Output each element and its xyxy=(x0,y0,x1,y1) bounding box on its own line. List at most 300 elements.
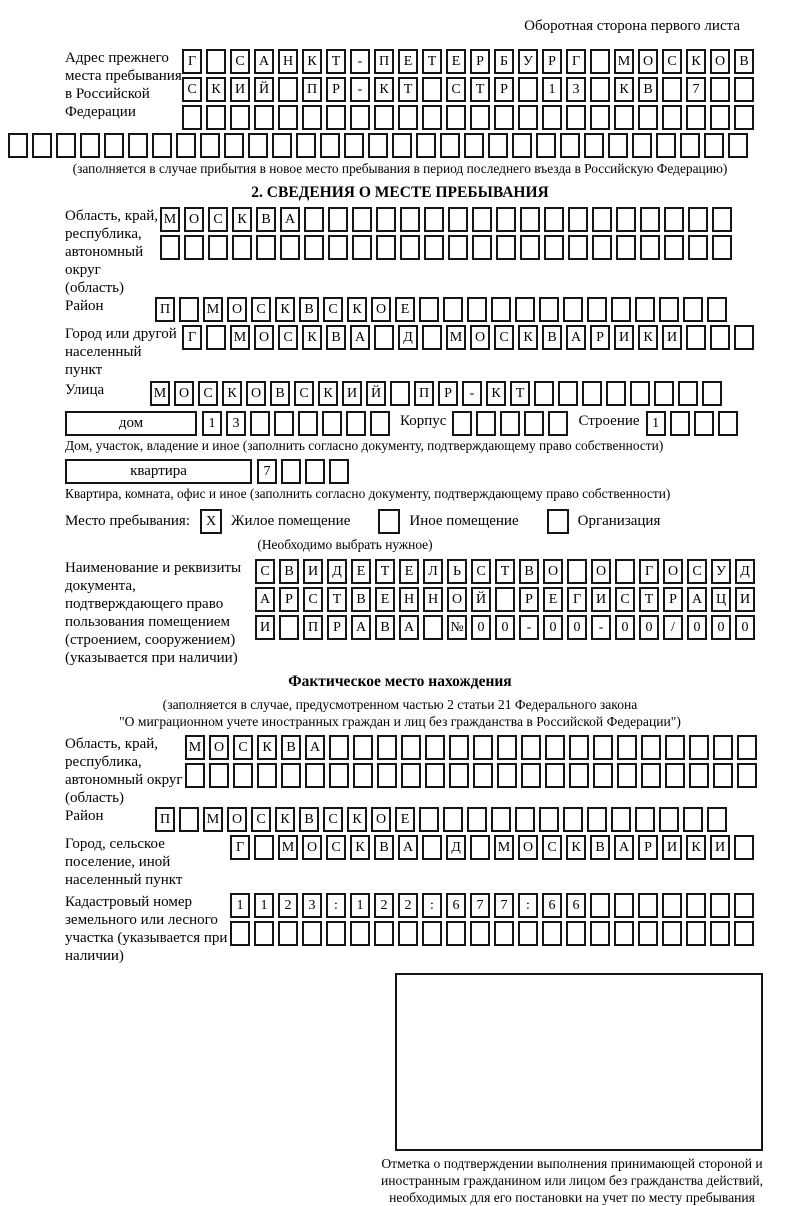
char-cell[interactable]: О xyxy=(447,587,467,612)
char-cell[interactable] xyxy=(401,763,421,788)
char-cell[interactable]: : xyxy=(422,893,442,918)
char-cell[interactable]: С xyxy=(687,559,707,584)
char-cell[interactable]: 1 xyxy=(646,411,666,436)
char-cell[interactable] xyxy=(606,381,626,406)
char-cell[interactable]: 0 xyxy=(711,615,731,640)
char-cell[interactable]: Г xyxy=(639,559,659,584)
char-cell[interactable]: А xyxy=(254,49,274,74)
char-cell[interactable]: Е xyxy=(399,559,419,584)
char-cell[interactable]: Й xyxy=(366,381,386,406)
char-cell[interactable] xyxy=(710,921,730,946)
char-cell[interactable] xyxy=(518,921,538,946)
char-cell[interactable] xyxy=(495,587,515,612)
char-cell[interactable] xyxy=(734,77,754,102)
char-cell[interactable] xyxy=(257,763,277,788)
char-cell[interactable]: К xyxy=(486,381,506,406)
char-cell[interactable] xyxy=(496,235,516,260)
char-cell[interactable] xyxy=(443,297,463,322)
char-cell[interactable]: О xyxy=(254,325,274,350)
char-cell[interactable]: Д xyxy=(446,835,466,860)
char-cell[interactable] xyxy=(569,763,589,788)
char-cell[interactable] xyxy=(734,893,754,918)
char-cell[interactable]: У xyxy=(711,559,731,584)
char-cell[interactable] xyxy=(518,105,538,130)
char-cell[interactable] xyxy=(377,735,397,760)
char-cell[interactable]: А xyxy=(399,615,419,640)
char-cell[interactable] xyxy=(686,921,706,946)
char-cell[interactable]: Р xyxy=(663,587,683,612)
char-cell[interactable]: / xyxy=(663,615,683,640)
char-cell[interactable] xyxy=(590,77,610,102)
char-cell[interactable]: Е xyxy=(398,49,418,74)
char-cell[interactable] xyxy=(515,807,535,832)
char-cell[interactable] xyxy=(686,105,706,130)
char-cell[interactable] xyxy=(592,207,612,232)
char-cell[interactable]: В xyxy=(256,207,276,232)
char-cell[interactable]: О xyxy=(371,297,391,322)
char-cell[interactable] xyxy=(344,133,364,158)
char-cell[interactable]: К xyxy=(302,49,322,74)
char-cell[interactable]: О xyxy=(371,807,391,832)
char-cell[interactable]: И xyxy=(303,559,323,584)
char-cell[interactable] xyxy=(185,763,205,788)
char-cell[interactable] xyxy=(278,77,298,102)
char-cell[interactable]: Л xyxy=(423,559,443,584)
char-cell[interactable] xyxy=(353,763,373,788)
char-cell[interactable] xyxy=(272,133,292,158)
char-cell[interactable]: Д xyxy=(398,325,418,350)
char-cell[interactable] xyxy=(678,381,698,406)
char-cell[interactable]: С xyxy=(542,835,562,860)
char-cell[interactable]: М xyxy=(203,297,223,322)
char-cell[interactable]: О xyxy=(174,381,194,406)
char-cell[interactable] xyxy=(467,807,487,832)
char-cell[interactable] xyxy=(422,921,442,946)
char-cell[interactable]: И xyxy=(342,381,362,406)
char-cell[interactable] xyxy=(304,207,324,232)
char-cell[interactable]: 3 xyxy=(302,893,322,918)
char-cell[interactable] xyxy=(670,411,690,436)
char-cell[interactable]: С xyxy=(446,77,466,102)
char-cell[interactable] xyxy=(467,297,487,322)
char-cell[interactable] xyxy=(608,133,628,158)
char-cell[interactable] xyxy=(401,735,421,760)
char-cell[interactable] xyxy=(250,411,270,436)
char-cell[interactable]: А xyxy=(566,325,586,350)
char-cell[interactable] xyxy=(640,235,660,260)
stay-type-checkbox-residential[interactable]: X xyxy=(200,509,222,534)
char-cell[interactable]: С xyxy=(323,807,343,832)
char-cell[interactable] xyxy=(614,921,634,946)
char-cell[interactable] xyxy=(296,133,316,158)
char-cell[interactable] xyxy=(641,763,661,788)
char-cell[interactable]: К xyxy=(232,207,252,232)
char-cell[interactable]: К xyxy=(275,807,295,832)
char-cell[interactable] xyxy=(734,105,754,130)
char-cell[interactable] xyxy=(80,133,100,158)
char-cell[interactable] xyxy=(542,921,562,946)
char-cell[interactable] xyxy=(448,207,468,232)
char-cell[interactable]: М xyxy=(614,49,634,74)
char-cell[interactable]: О xyxy=(710,49,730,74)
char-cell[interactable] xyxy=(425,735,445,760)
char-cell[interactable] xyxy=(665,735,685,760)
char-cell[interactable] xyxy=(302,105,322,130)
char-cell[interactable] xyxy=(424,235,444,260)
char-cell[interactable]: С xyxy=(198,381,218,406)
char-cell[interactable]: 6 xyxy=(446,893,466,918)
char-cell[interactable] xyxy=(638,893,658,918)
char-cell[interactable]: А xyxy=(351,615,371,640)
char-cell[interactable] xyxy=(352,235,372,260)
char-cell[interactable]: О xyxy=(638,49,658,74)
char-cell[interactable] xyxy=(423,615,443,640)
char-cell[interactable] xyxy=(256,235,276,260)
char-cell[interactable]: К xyxy=(318,381,338,406)
char-cell[interactable]: В xyxy=(519,559,539,584)
char-cell[interactable] xyxy=(398,921,418,946)
char-cell[interactable] xyxy=(683,807,703,832)
char-cell[interactable]: С xyxy=(303,587,323,612)
char-cell[interactable] xyxy=(452,411,472,436)
char-cell[interactable] xyxy=(568,235,588,260)
char-cell[interactable]: О xyxy=(663,559,683,584)
char-cell[interactable]: Е xyxy=(351,559,371,584)
char-cell[interactable] xyxy=(200,133,220,158)
char-cell[interactable]: Т xyxy=(639,587,659,612)
char-cell[interactable] xyxy=(329,459,349,484)
char-cell[interactable] xyxy=(370,411,390,436)
char-cell[interactable]: К xyxy=(257,735,277,760)
char-cell[interactable]: 2 xyxy=(398,893,418,918)
char-cell[interactable] xyxy=(635,807,655,832)
char-cell[interactable] xyxy=(544,207,564,232)
char-cell[interactable] xyxy=(635,297,655,322)
char-cell[interactable] xyxy=(160,235,180,260)
char-cell[interactable] xyxy=(422,77,442,102)
char-cell[interactable]: К xyxy=(686,49,706,74)
char-cell[interactable] xyxy=(656,133,676,158)
char-cell[interactable] xyxy=(419,297,439,322)
char-cell[interactable] xyxy=(542,105,562,130)
char-cell[interactable]: 7 xyxy=(494,893,514,918)
char-cell[interactable] xyxy=(176,133,196,158)
char-cell[interactable] xyxy=(686,893,706,918)
char-cell[interactable] xyxy=(520,207,540,232)
char-cell[interactable] xyxy=(329,735,349,760)
char-cell[interactable] xyxy=(590,921,610,946)
char-cell[interactable] xyxy=(470,835,490,860)
char-cell[interactable] xyxy=(206,105,226,130)
char-cell[interactable]: 0 xyxy=(639,615,659,640)
char-cell[interactable]: С xyxy=(182,77,202,102)
char-cell[interactable]: Р xyxy=(542,49,562,74)
char-cell[interactable] xyxy=(734,325,754,350)
char-cell[interactable]: С xyxy=(326,835,346,860)
char-cell[interactable] xyxy=(536,133,556,158)
char-cell[interactable] xyxy=(518,77,538,102)
char-cell[interactable]: С xyxy=(251,297,271,322)
char-cell[interactable]: А xyxy=(614,835,634,860)
char-cell[interactable]: С xyxy=(494,325,514,350)
char-cell[interactable] xyxy=(568,207,588,232)
char-cell[interactable]: М xyxy=(494,835,514,860)
char-cell[interactable]: С xyxy=(471,559,491,584)
char-cell[interactable] xyxy=(302,921,322,946)
char-cell[interactable]: 2 xyxy=(278,893,298,918)
char-cell[interactable]: И xyxy=(662,325,682,350)
char-cell[interactable] xyxy=(712,235,732,260)
char-cell[interactable]: К xyxy=(347,297,367,322)
char-cell[interactable]: К xyxy=(275,297,295,322)
char-cell[interactable]: М xyxy=(230,325,250,350)
char-cell[interactable] xyxy=(328,235,348,260)
char-cell[interactable]: П xyxy=(302,77,322,102)
char-cell[interactable] xyxy=(179,297,199,322)
char-cell[interactable]: 0 xyxy=(471,615,491,640)
char-cell[interactable]: А xyxy=(280,207,300,232)
char-cell[interactable] xyxy=(614,893,634,918)
char-cell[interactable] xyxy=(446,105,466,130)
char-cell[interactable] xyxy=(689,735,709,760)
char-cell[interactable]: - xyxy=(519,615,539,640)
char-cell[interactable]: С xyxy=(251,807,271,832)
char-cell[interactable]: С xyxy=(294,381,314,406)
char-cell[interactable] xyxy=(521,763,541,788)
char-cell[interactable]: 7 xyxy=(257,459,277,484)
char-cell[interactable] xyxy=(280,235,300,260)
char-cell[interactable] xyxy=(614,105,634,130)
char-cell[interactable]: К xyxy=(374,77,394,102)
char-cell[interactable]: С xyxy=(615,587,635,612)
char-cell[interactable]: У xyxy=(518,49,538,74)
char-cell[interactable] xyxy=(254,105,274,130)
char-cell[interactable]: Г xyxy=(567,587,587,612)
char-cell[interactable] xyxy=(488,133,508,158)
char-cell[interactable]: 0 xyxy=(495,615,515,640)
char-cell[interactable] xyxy=(593,735,613,760)
char-cell[interactable] xyxy=(422,325,442,350)
char-cell[interactable] xyxy=(206,325,226,350)
char-cell[interactable]: А xyxy=(255,587,275,612)
char-cell[interactable]: Е xyxy=(395,807,415,832)
char-cell[interactable]: С xyxy=(208,207,228,232)
char-cell[interactable] xyxy=(473,763,493,788)
char-cell[interactable]: И xyxy=(710,835,730,860)
char-cell[interactable] xyxy=(208,235,228,260)
char-cell[interactable] xyxy=(616,235,636,260)
char-cell[interactable] xyxy=(737,735,757,760)
char-cell[interactable] xyxy=(734,835,754,860)
char-cell[interactable] xyxy=(707,297,727,322)
char-cell[interactable]: 0 xyxy=(567,615,587,640)
char-cell[interactable]: В xyxy=(270,381,290,406)
char-cell[interactable]: 1 xyxy=(202,411,222,436)
char-cell[interactable]: Е xyxy=(543,587,563,612)
char-cell[interactable] xyxy=(689,763,709,788)
char-cell[interactable] xyxy=(688,235,708,260)
char-cell[interactable] xyxy=(534,381,554,406)
char-cell[interactable]: Р xyxy=(327,615,347,640)
char-cell[interactable] xyxy=(473,735,493,760)
char-cell[interactable]: С xyxy=(278,325,298,350)
char-cell[interactable] xyxy=(350,921,370,946)
char-cell[interactable] xyxy=(449,735,469,760)
char-cell[interactable] xyxy=(545,735,565,760)
char-cell[interactable] xyxy=(659,297,679,322)
char-cell[interactable]: И xyxy=(662,835,682,860)
char-cell[interactable] xyxy=(704,133,724,158)
char-cell[interactable]: Т xyxy=(422,49,442,74)
char-cell[interactable]: Р xyxy=(326,77,346,102)
char-cell[interactable] xyxy=(560,133,580,158)
char-cell[interactable] xyxy=(630,381,650,406)
char-cell[interactable] xyxy=(376,235,396,260)
char-cell[interactable]: И xyxy=(735,587,755,612)
char-cell[interactable]: В xyxy=(638,77,658,102)
char-cell[interactable] xyxy=(448,235,468,260)
char-cell[interactable]: 0 xyxy=(687,615,707,640)
char-cell[interactable] xyxy=(592,235,612,260)
char-cell[interactable] xyxy=(737,763,757,788)
char-cell[interactable]: В xyxy=(279,559,299,584)
char-cell[interactable] xyxy=(569,735,589,760)
char-cell[interactable] xyxy=(278,105,298,130)
char-cell[interactable] xyxy=(590,105,610,130)
char-cell[interactable] xyxy=(617,735,637,760)
char-cell[interactable] xyxy=(254,835,274,860)
char-cell[interactable] xyxy=(712,207,732,232)
char-cell[interactable]: В xyxy=(375,615,395,640)
char-cell[interactable]: - xyxy=(591,615,611,640)
char-cell[interactable]: С xyxy=(255,559,275,584)
char-cell[interactable] xyxy=(587,297,607,322)
char-cell[interactable]: Г xyxy=(566,49,586,74)
char-cell[interactable]: Ц xyxy=(711,587,731,612)
char-cell[interactable] xyxy=(665,763,685,788)
char-cell[interactable]: : xyxy=(518,893,538,918)
char-cell[interactable] xyxy=(398,105,418,130)
char-cell[interactable] xyxy=(662,921,682,946)
char-cell[interactable]: П xyxy=(374,49,394,74)
char-cell[interactable] xyxy=(491,807,511,832)
char-cell[interactable]: О xyxy=(543,559,563,584)
char-cell[interactable]: О xyxy=(591,559,611,584)
char-cell[interactable] xyxy=(476,411,496,436)
char-cell[interactable] xyxy=(718,411,738,436)
char-cell[interactable]: Д xyxy=(735,559,755,584)
char-cell[interactable] xyxy=(515,297,535,322)
char-cell[interactable]: И xyxy=(591,587,611,612)
char-cell[interactable] xyxy=(680,133,700,158)
char-cell[interactable]: 6 xyxy=(566,893,586,918)
char-cell[interactable] xyxy=(346,411,366,436)
char-cell[interactable]: М xyxy=(185,735,205,760)
char-cell[interactable]: Г xyxy=(230,835,250,860)
char-cell[interactable]: О xyxy=(227,807,247,832)
char-cell[interactable]: 0 xyxy=(543,615,563,640)
char-cell[interactable] xyxy=(728,133,748,158)
char-cell[interactable] xyxy=(707,807,727,832)
char-cell[interactable] xyxy=(638,105,658,130)
char-cell[interactable]: А xyxy=(350,325,370,350)
char-cell[interactable]: А xyxy=(305,735,325,760)
char-cell[interactable] xyxy=(686,325,706,350)
char-cell[interactable] xyxy=(376,207,396,232)
char-cell[interactable] xyxy=(224,133,244,158)
char-cell[interactable]: Р xyxy=(519,587,539,612)
char-cell[interactable] xyxy=(497,735,517,760)
char-cell[interactable] xyxy=(230,105,250,130)
char-cell[interactable] xyxy=(440,133,460,158)
char-cell[interactable] xyxy=(254,921,274,946)
char-cell[interactable]: П xyxy=(155,297,175,322)
char-cell[interactable]: К xyxy=(222,381,242,406)
char-cell[interactable] xyxy=(230,921,250,946)
char-cell[interactable] xyxy=(179,807,199,832)
char-cell[interactable] xyxy=(662,105,682,130)
char-cell[interactable] xyxy=(326,921,346,946)
char-cell[interactable] xyxy=(472,235,492,260)
char-cell[interactable] xyxy=(56,133,76,158)
char-cell[interactable] xyxy=(567,559,587,584)
char-cell[interactable]: Р xyxy=(470,49,490,74)
char-cell[interactable] xyxy=(590,49,610,74)
char-cell[interactable] xyxy=(500,411,520,436)
char-cell[interactable]: 1 xyxy=(230,893,250,918)
char-cell[interactable] xyxy=(281,763,301,788)
char-cell[interactable] xyxy=(416,133,436,158)
stay-type-checkbox-other[interactable] xyxy=(378,509,400,534)
char-cell[interactable] xyxy=(521,735,541,760)
char-cell[interactable] xyxy=(274,411,294,436)
char-cell[interactable]: И xyxy=(614,325,634,350)
char-cell[interactable] xyxy=(494,105,514,130)
char-cell[interactable] xyxy=(464,133,484,158)
char-cell[interactable] xyxy=(182,105,202,130)
char-cell[interactable]: К xyxy=(347,807,367,832)
char-cell[interactable] xyxy=(710,893,730,918)
char-cell[interactable]: 1 xyxy=(542,77,562,102)
char-cell[interactable] xyxy=(281,459,301,484)
char-cell[interactable] xyxy=(497,763,517,788)
char-cell[interactable]: К xyxy=(686,835,706,860)
char-cell[interactable] xyxy=(32,133,52,158)
char-cell[interactable]: Т xyxy=(375,559,395,584)
char-cell[interactable] xyxy=(390,381,410,406)
char-cell[interactable] xyxy=(326,105,346,130)
char-cell[interactable] xyxy=(654,381,674,406)
char-cell[interactable]: Р xyxy=(590,325,610,350)
char-cell[interactable]: В xyxy=(299,297,319,322)
char-cell[interactable]: Т xyxy=(398,77,418,102)
char-cell[interactable] xyxy=(248,133,268,158)
char-cell[interactable] xyxy=(662,893,682,918)
char-cell[interactable] xyxy=(392,133,412,158)
char-cell[interactable] xyxy=(688,207,708,232)
char-cell[interactable]: Г xyxy=(182,325,202,350)
char-cell[interactable] xyxy=(424,207,444,232)
char-cell[interactable] xyxy=(377,763,397,788)
char-cell[interactable]: Т xyxy=(510,381,530,406)
char-cell[interactable] xyxy=(446,921,466,946)
char-cell[interactable] xyxy=(305,763,325,788)
char-cell[interactable] xyxy=(615,559,635,584)
char-cell[interactable] xyxy=(617,763,637,788)
char-cell[interactable]: Й xyxy=(471,587,491,612)
char-cell[interactable] xyxy=(558,381,578,406)
char-cell[interactable]: С xyxy=(662,49,682,74)
